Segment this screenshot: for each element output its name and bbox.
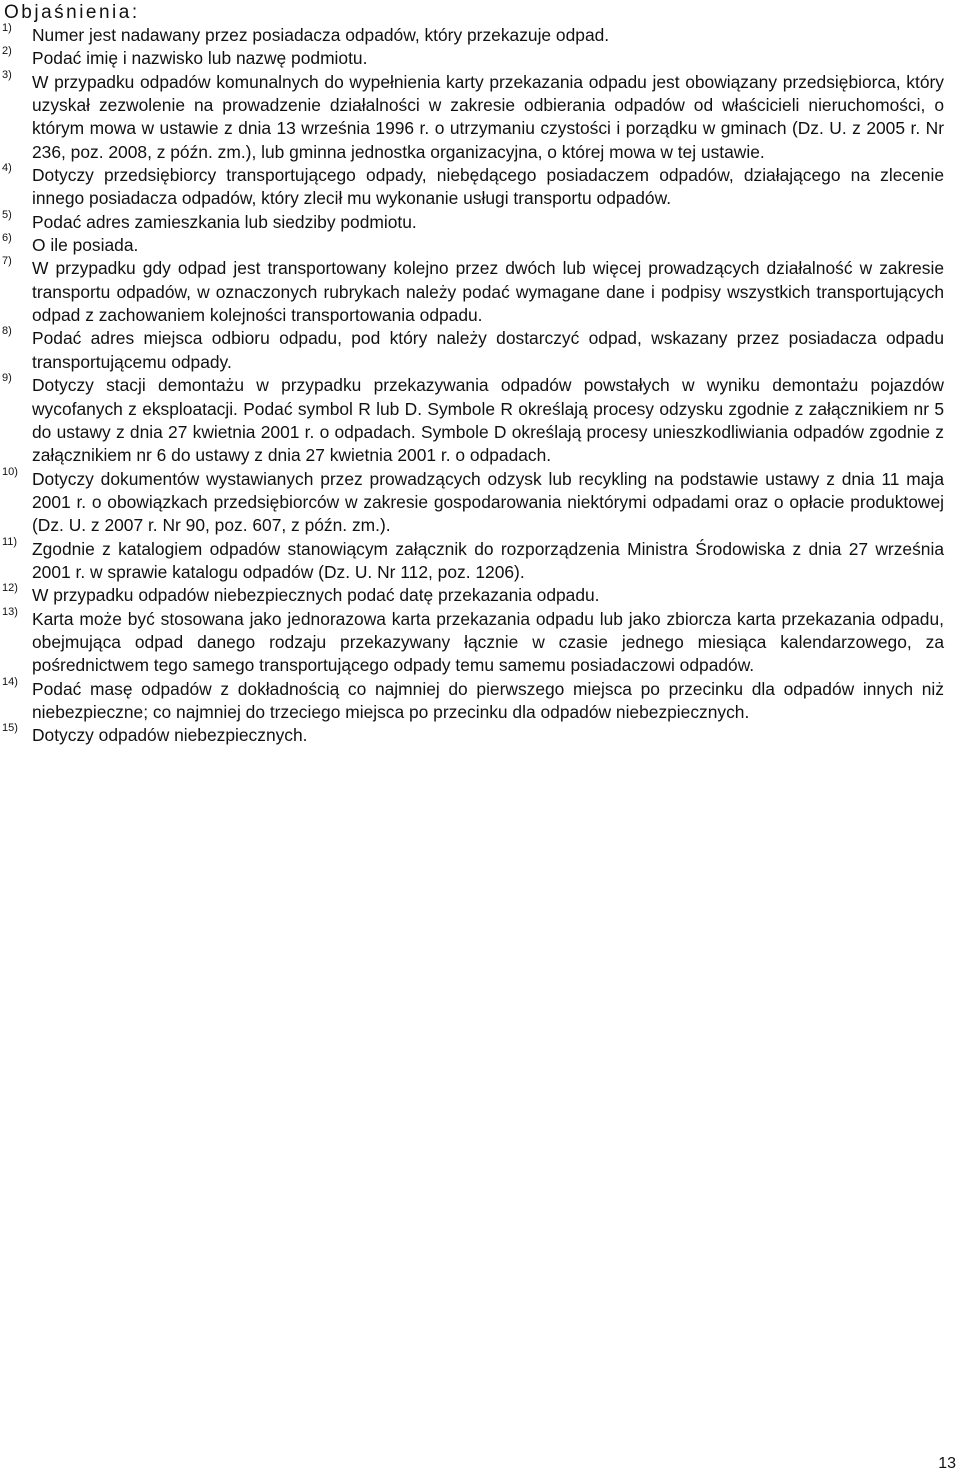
footnote-number: 10) <box>2 465 18 478</box>
footnote-text: Podać masę odpadów z dokładnością co najmniej do pierwszego miejsca po przecinku dla odpadów innych niż niebezpieczne; co najmniej do trzeciego miejsca po przecinku dla odpadów niebezpiecznych. <box>32 678 944 722</box>
footnote-8 <box>0 327 960 374</box>
footnote-15 <box>0 724 960 747</box>
footnote-11 <box>0 535 960 585</box>
footnote-9 <box>0 374 960 467</box>
footnote-text: Dotyczy dokumentów wystawianych przez prowadzących odzysk lub recykling na podstawie ustawy z dnia 11 maja 2001 r. o obowiązkach przedsiębiorców w zakresie gospodarowania niektórymi odpadami oraz o opłacie produktowej (Dz. U. z 2007 r. Nr 90, poz. 607, z późn. zm.). <box>32 468 944 536</box>
footnote-number: 4) <box>2 162 12 175</box>
footnote-2 <box>0 47 960 70</box>
footnote-number: 2) <box>2 45 12 58</box>
footnote-number: 5) <box>2 208 12 221</box>
footnote-13 <box>0 605 960 678</box>
footnote-14 <box>0 675 960 725</box>
footnote-1 <box>0 24 960 47</box>
page-number: 13 <box>938 1455 956 1472</box>
footnote-text: Dotyczy stacji demontażu w przypadku przekazywania odpadów powstałych w wyniku demontażu pojazdów wycofanych z eksploatacji. Podać symbol R lub D. Symbole R określają procesy odzysku zgodnie z załącznikiem nr 5 do ustawy z dnia 27 kwietnia 2001 r. o odpadach. Symbole D określają procesy unieszkodliwiania odpadów zgodnie z załącznikiem nr 6 do ustawy z dnia 27 kwietnia 2001 r. o odpadach. <box>32 375 944 466</box>
footnote-text: Zgodnie z katalogiem odpadów stanowiącym załącznik do rozporządzenia Ministra Środowiska z dnia 27 września 2001 r. w sprawie katalogu odpadów (Dz. U. Nr 112, poz. 1206). <box>32 538 944 582</box>
footnote-text: Podać adres zamieszkania lub siedziby podmiotu. <box>32 211 417 232</box>
footnote-10 <box>0 465 960 538</box>
footnote-text: Podać imię i nazwisko lub nazwę podmiotu. <box>32 48 368 69</box>
footnote-text: Karta może być stosowana jako jednorazowa karta przekazania odpadu lub jako zbiorcza karta przekazania odpadu, obejmująca odpad danego rodzaju przekazywany łącznie w czasie jednego miesiąca kalendarzowego, za pośrednictwem tego samego transportującego odpady temu samemu posiadaczowi odpadów. <box>32 608 944 676</box>
footnote-4 <box>0 164 960 211</box>
footnote-text: Dotyczy przedsiębiorcy transportującego odpady, niebędącego posiadaczem odpadów, działającego na zlecenie innego posiadacza odpadów, który zlecił mu wykonanie usługi transportu odpadów. <box>32 165 944 209</box>
footnotes-list <box>0 24 960 748</box>
footnote-12 <box>0 584 960 607</box>
footnote-number: 9) <box>2 372 12 385</box>
footnote-number: 6) <box>2 232 12 245</box>
footnote-3 <box>0 68 960 164</box>
explanations-heading: Objaśnienia: <box>4 2 140 23</box>
footnote-5 <box>0 208 960 234</box>
footnote-text: Dotyczy odpadów niebezpiecznych. <box>32 725 308 746</box>
footnote-text: Podać adres miejsca odbioru odpadu, pod który należy dostarczyć odpad, wskazany przez posiadacza odpadu transportującemu odpady. <box>32 328 944 372</box>
footnote-text: Numer jest nadawany przez posiadacza odpadów, który przekazuje odpad. <box>32 25 610 45</box>
footnote-number: 15) <box>2 722 18 735</box>
footnote-text: O ile posiada. <box>32 235 139 256</box>
footnote-number: 7) <box>2 255 12 268</box>
footnote-6 <box>0 234 960 257</box>
footnote-number: 14) <box>2 675 18 688</box>
footnote-number: 3) <box>2 68 12 81</box>
footnote-number: 12) <box>2 582 18 595</box>
footnote-number: 11) <box>2 535 18 548</box>
footnote-number: 13) <box>2 605 18 618</box>
footnote-text: W przypadku odpadów niebezpiecznych podać datę przekazania odpadu. <box>32 585 600 606</box>
footnote-text: W przypadku gdy odpad jest transportowany kolejno przez dwóch lub więcej prowadzących działalność w zakresie transportu odpadów, w oznaczonych rubrykach należy podać wymagane dane i podpisy wszystkich transportujących odpad z zachowaniem kolejności transportowania odpadu. <box>32 258 944 326</box>
footnote-text: W przypadku odpadów komunalnych do wypełnienia karty przekazania odpadu jest obowiązany przedsiębiorca, który uzyskał zezwolenie na prowadzenie działalności w zakresie odbierania odpadów od właścicieli nieruchomości, o którym mowa w ustawie z dnia 13 września 1996 r. o utrzymaniu czystości i porządku w gminach (Dz. U. z 2005 r. Nr 236, poz. 2008, z późn. zm.), lub gminna jednostka organizacyjna, o której mowa w tej ustawie. <box>32 71 944 162</box>
footnote-number: 8) <box>2 325 12 338</box>
footnote-number: 1) <box>2 22 12 34</box>
footnote-7 <box>0 257 960 327</box>
